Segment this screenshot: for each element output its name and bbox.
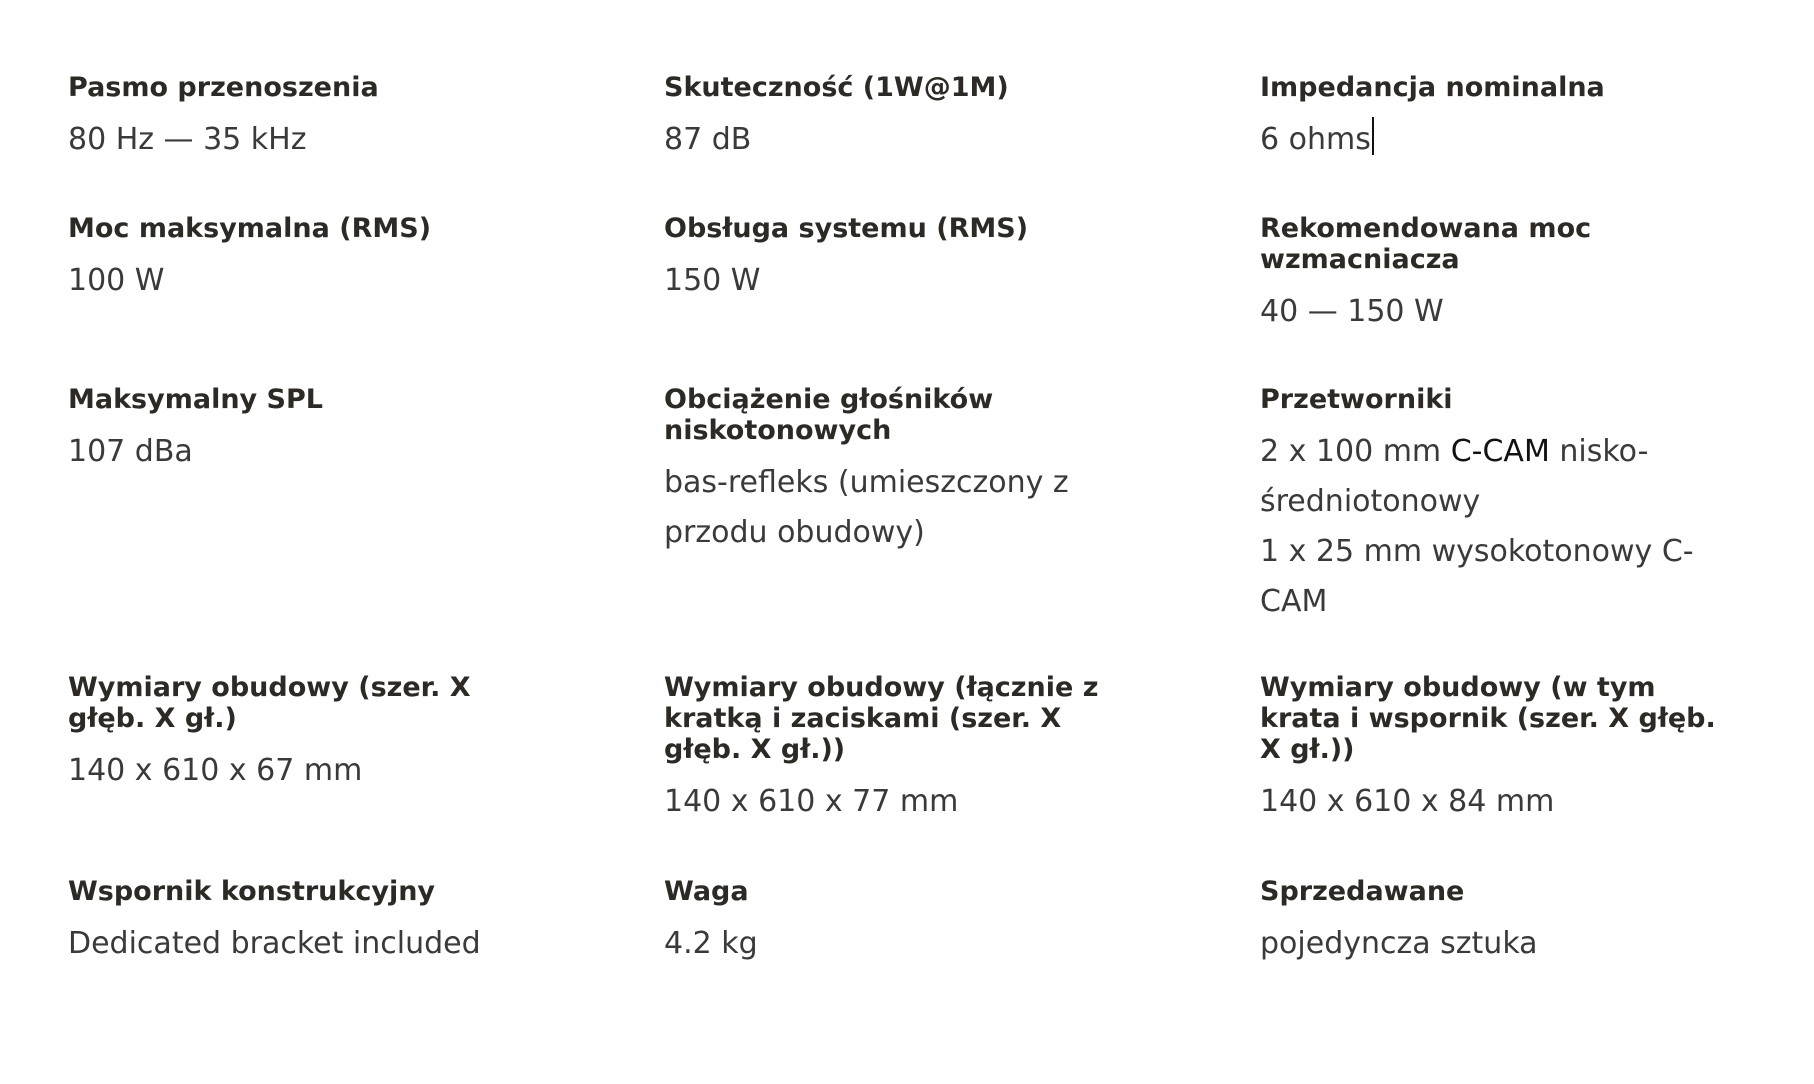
spec-label: Skuteczność (1W@1M) <box>664 72 1009 103</box>
spec-value: 4.2 kg <box>664 926 758 961</box>
spec-bass-loading <box>664 384 1104 558</box>
spec-drivers <box>1260 384 1710 627</box>
spec-dimensions-with-grille <box>664 672 1124 827</box>
spec-value-part: nisko-średniotonowy <box>1260 434 1649 519</box>
spec-sensitivity <box>664 72 1144 165</box>
spec-label: Sprzedawane <box>1260 876 1465 907</box>
spec-nominal-impedance <box>1260 72 1740 165</box>
spec-mounting-bracket <box>68 876 548 969</box>
spec-value: 6 ohms <box>1260 122 1371 157</box>
spec-label: Wspornik konstrukcyjny <box>68 876 436 907</box>
spec-value: pojedyncza sztuka <box>1260 926 1538 961</box>
spec-label: Wymiary obudowy (łącznie z kratką i zaciskami (szer. X głęb. X gł.)) <box>664 672 1099 765</box>
spec-value-line-2: 1 x 25 mm wysokotonowy C-CAM <box>1260 534 1694 619</box>
spec-value-line-1 <box>1260 427 1710 527</box>
spec-value-with-cursor <box>1260 115 1740 165</box>
spec-weight <box>664 876 1144 969</box>
spec-label: Wymiary obudowy (w tym krata i wspornik (szer. X głęb. X gł.)) <box>1260 672 1716 765</box>
spec-label: Moc maksymalna (RMS) <box>68 213 432 244</box>
spec-label: Wymiary obudowy (szer. X głęb. X gł.) <box>68 672 471 734</box>
spec-label: Rekomendowana moc wzmacniacza <box>1260 213 1592 275</box>
spec-frequency-response <box>68 72 548 165</box>
spec-value: 140 x 610 x 67 mm <box>68 753 363 788</box>
spec-power-handling <box>664 213 1144 306</box>
spec-max-power <box>68 213 548 306</box>
spec-label: Waga <box>664 876 749 907</box>
spec-value-part: 2 x 100 mm <box>1260 434 1451 469</box>
spec-label: Przetworniki <box>1260 384 1453 415</box>
spec-value: 107 dBa <box>68 434 193 469</box>
spec-max-spl <box>68 384 548 477</box>
spec-value: bas-refleks (umieszczony z przodu obudowy) <box>664 465 1069 550</box>
spec-value: 80 Hz — 35 kHz <box>68 122 307 157</box>
spec-label: Obsługa systemu (RMS) <box>664 213 1029 244</box>
spec-sold-as <box>1260 876 1740 969</box>
spec-dimensions-with-bracket <box>1260 672 1720 827</box>
spec-value: 40 — 150 W <box>1260 294 1444 329</box>
spec-value: 87 dB <box>664 122 752 157</box>
spec-value-highlight: C-CAM <box>1450 434 1550 469</box>
spec-label: Pasmo przenoszenia <box>68 72 379 103</box>
spec-label: Obciążenie głośników niskotonowych <box>664 384 994 446</box>
spec-value: 100 W <box>68 263 165 298</box>
spec-value: 140 x 610 x 84 mm <box>1260 784 1555 819</box>
spec-label: Impedancja nominalna <box>1260 72 1605 103</box>
text-cursor <box>1372 117 1374 155</box>
spec-value: 150 W <box>664 263 761 298</box>
spec-label: Maksymalny SPL <box>68 384 323 415</box>
spec-recommended-amp-power <box>1260 213 1640 337</box>
spec-dimensions <box>68 672 488 796</box>
spec-value: Dedicated bracket included <box>68 926 481 961</box>
spec-value: 140 x 610 x 77 mm <box>664 784 959 819</box>
